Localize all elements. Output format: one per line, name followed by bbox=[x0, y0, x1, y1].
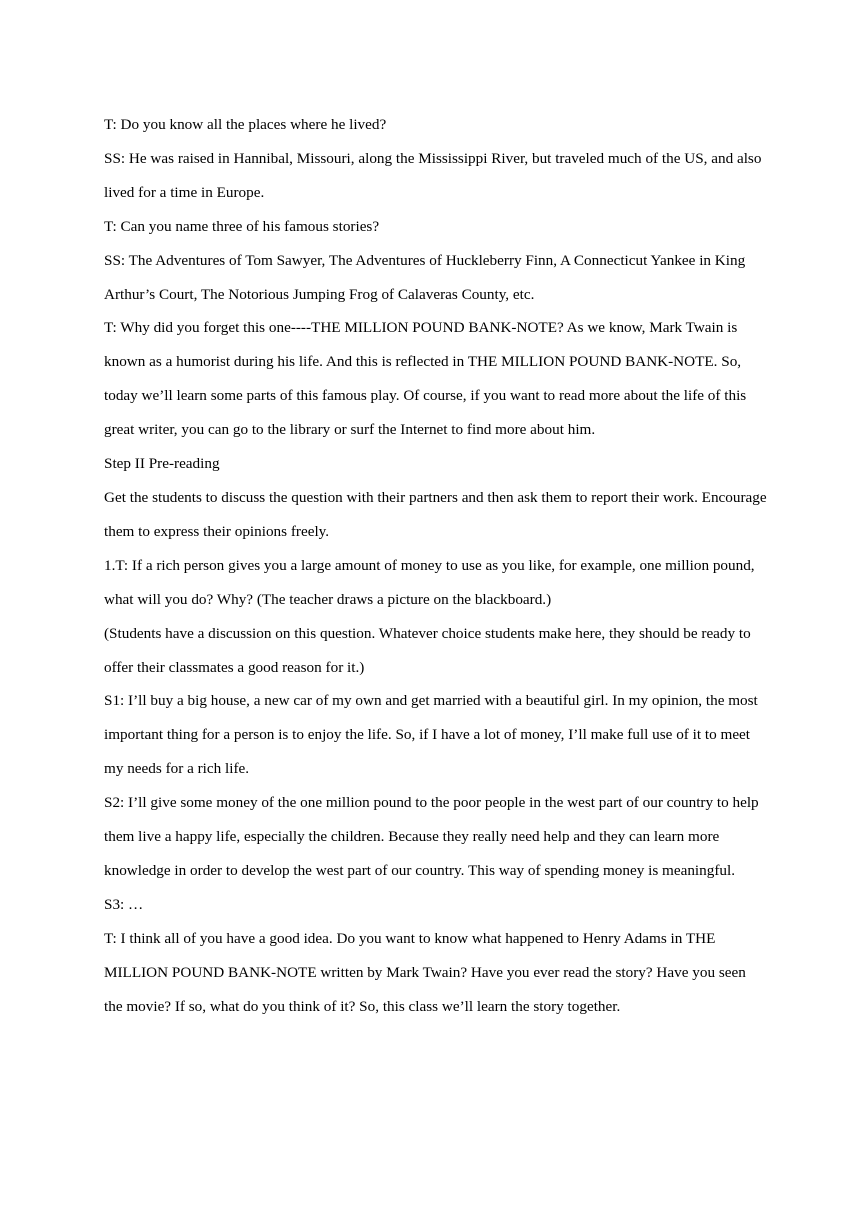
paragraph-teacher-question-stories: T: Can you name three of his famous stories? bbox=[104, 217, 380, 235]
paragraph-teacher-intro-banknote: T: Why did you forget this one----THE MILLION POUND BANK-NOTE? As we know, Mark Twain is known as a humorist during his life. And this is reflected in THE MILLION POUND BANK-NOTE. So, today we’ll learn some parts of this famous play. Of course, if you want to read more about the life of this great writer, you can go to the library or surf the Internet to find more about him. bbox=[104, 319, 747, 439]
paragraph-student-three-answer: S3: … bbox=[104, 895, 144, 913]
paragraph-students-answer-places: SS: He was raised in Hannibal, Missouri, along the Mississippi River, but traveled much of the US, and also lived for a time in Europe. bbox=[104, 149, 762, 201]
paragraph-teacher-question-places: T: Do you know all the places where he lived? bbox=[104, 116, 387, 133]
section-heading-pre-reading: Step II Pre-reading bbox=[104, 455, 220, 473]
paragraph-question-one: 1.T: If a rich person gives you a large amount of money to use as you like, for example, one million pound, what will you do? Why? (The teacher draws a picture on the blackboard.) bbox=[104, 556, 755, 608]
paragraph-instruction-discuss: Get the students to discuss the question with their partners and then ask them to report their work. Encourage them to express their opinions freely. bbox=[104, 488, 767, 540]
paragraph-student-two-answer: S2: I’ll give some money of the one million pound to the poor people in the west part of our country to help them live a happy life, especially the children. Because they really need help and they can learn more knowledge in order to develop the west part of our country. This way of spending money is meaningful. bbox=[104, 794, 759, 879]
paragraph-student-one-answer: S1: I’ll buy a big house, a new car of my own and get married with a beautiful girl. In my opinion, the most important thing for a person is to enjoy the life. So, if I have a lot of money, I’ll make full use of it to meet my needs for a rich life. bbox=[104, 692, 758, 778]
paragraph-students-answer-stories: SS: The Adventures of Tom Sawyer, The Adventures of Huckleberry Finn, A Connecticut Yankee in King Arthur’s Court, The Notorious Jumping Frog of Calaveras County, etc. bbox=[104, 251, 746, 303]
paragraph-discussion-note: (Students have a discussion on this question. Whatever choice students make here, they should be ready to offer their classmates a good reason for it.) bbox=[104, 624, 751, 676]
paragraph-teacher-conclusion: T: I think all of you have a good idea. Do you want to know what happened to Henry Adams in THE MILLION POUND BANK-NOTE written by Mark Twain? Have you ever read the story? Have you seen the movie? If so, what do you think of it? So, this class we’ll learn the story together. bbox=[104, 929, 746, 1015]
document-body bbox=[104, 108, 768, 1023]
